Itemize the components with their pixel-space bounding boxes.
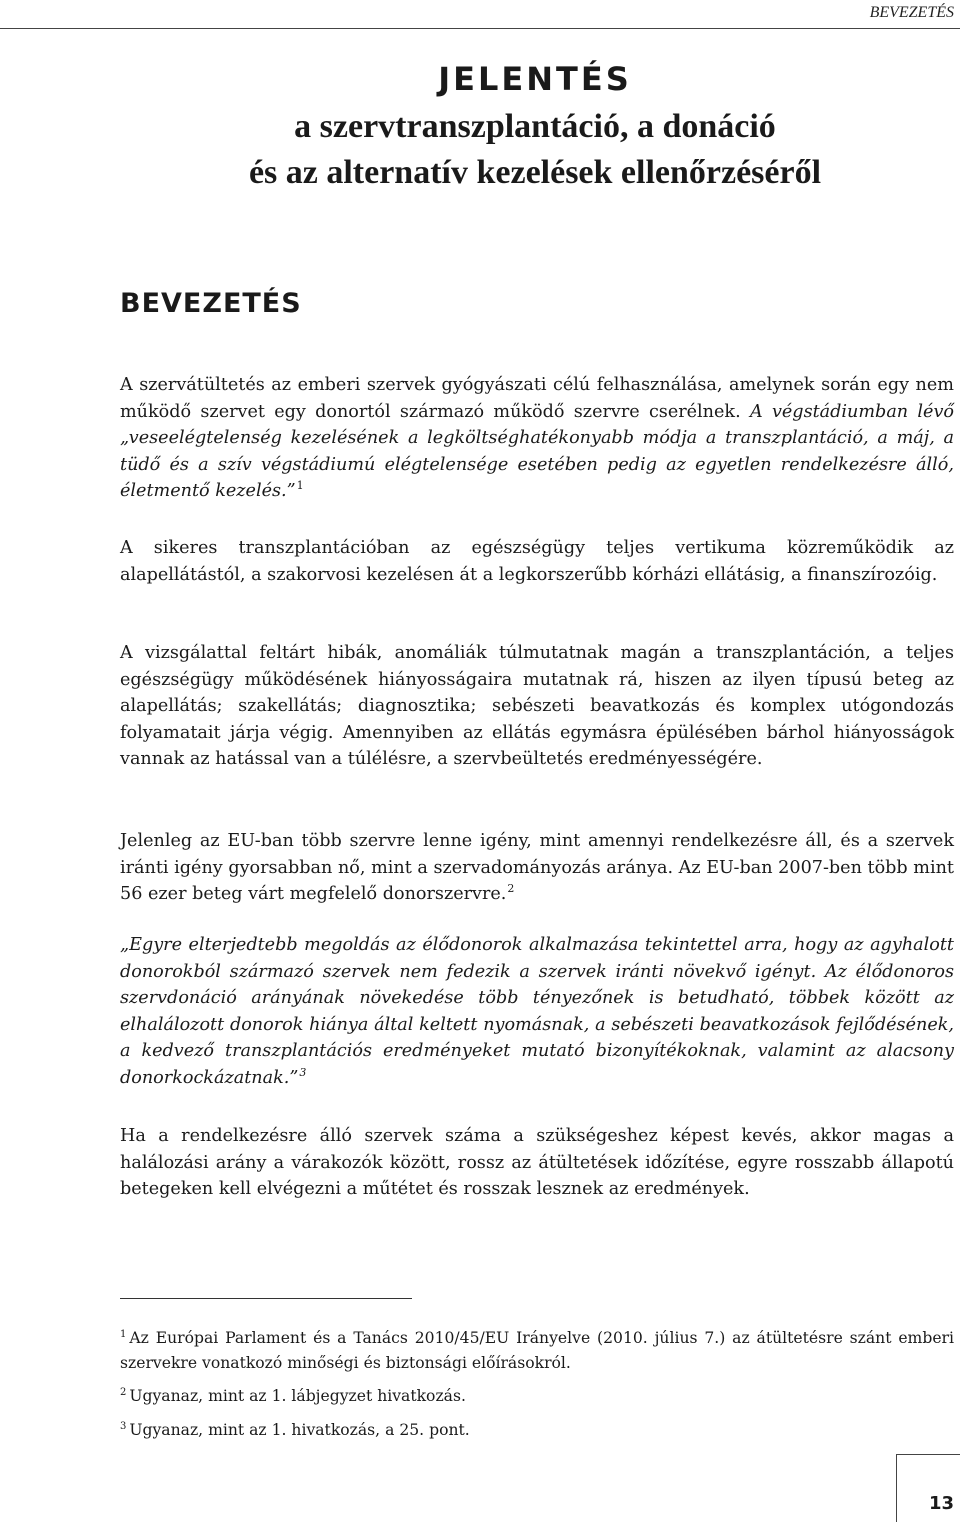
footnote-1-number: 1 <box>120 1328 127 1340</box>
report-label: JELENTÉS <box>438 60 632 98</box>
section-heading: BEVEZETÉS <box>120 288 302 319</box>
paragraph-4 <box>120 828 954 908</box>
paragraph-3: A vizsgálattal feltárt hibák, anomáliák túlmutatnak magán a transzplantáción, a teljes egészségügy működésének hiányosságaira mutatnak rá, hiszen az ilyen típusú beteg az alapellátás; szakellátás; diagnosztika; sebészeti beavatkozás és komplex utógondozás folyamatait járja végig. Amennyiben az ellátás egymásra épülésében bárhol hiányosságok vannak az hatással van a túlélésre, a szervbeültetés eredményességére. <box>120 643 954 769</box>
footnote-2-text: Ugyanaz, mint az 1. lábjegyzet hivatkozás. <box>129 1387 466 1405</box>
paragraph-5-quote <box>120 932 954 1091</box>
page-number-box <box>896 1454 960 1522</box>
subtitle-line-2: és az alternatív kezelések ellenőrzéséről <box>248 154 822 191</box>
paragraph-1 <box>120 372 954 505</box>
footnote-ref-2[interactable]: 2 <box>507 882 515 896</box>
running-head: BEVEZETÉS <box>869 4 954 21</box>
title-block <box>0 60 960 196</box>
page-number: 13 <box>928 1493 954 1514</box>
paragraph-2: A sikeres transzplantációban az egészségügy teljes vertikuma közreműködik az alapellátástól, a szakorvosi kezelésen át a legkorszerűbb kórházi ellátásig, a finanszírozóig. <box>120 538 954 585</box>
paragraph-6: Ha a rendelkezésre álló szervek száma a szükségeshez képest kevés, akkor magas a halálozási arány a várakozók között, rossz az átültetések időzítése, egyre rosszabb állapotú betegeken kell elvégezni a műtétet és rosszak lesznek az eredmények. <box>120 1126 954 1199</box>
footnote-3 <box>120 1418 954 1443</box>
footnote-3-text: Ugyanaz, mint az 1. hivatkozás, a 25. pont. <box>129 1421 470 1439</box>
footnote-3-number: 3 <box>120 1420 127 1432</box>
footnote-1 <box>120 1326 954 1376</box>
footnote-1-text: Az Európai Parlament és a Tanács 2010/45/EU Irányelve (2010. július 7.) az átültetésre szánt emberi szervekre vonatkozó minőségi és biztonsági előírásokról. <box>120 1329 954 1372</box>
paragraph-5-text: „Egyre elterjedtebb megoldás az élődonorok alkalmazása tekintettel arra, hogy az agyhalott donorokból származó szervek nem fedezik a szervek iránti növekvő igényt. Az élődonoros szervdonáció arányának növekedése több tényezőnek is betudható, többek között az elhalálozott donorok hiánya által keltett nyomásnak, a sebészeti beavatkozások fejlődésének, a kedvező transzplantációs eredményeket mutató bizonyítékoknak, valamint az alacsony donorkockázatnak.” <box>120 935 954 1088</box>
subtitle-line-1: a szervtranszplantáció, a donáció <box>294 108 776 145</box>
paragraph-1-text: A szervátültetés az emberi szervek gyógyászati célú felhasználása, amelynek során egy nem működő szervet egy donortól származó működő szervre cserélnek. <box>120 375 954 422</box>
footnote-2 <box>120 1384 954 1409</box>
header-rule <box>0 28 960 29</box>
footnote-separator <box>120 1298 412 1299</box>
paragraph-4-text: Jelenleg az EU-ban több szervre lenne igény, mint amennyi rendelkezésre áll, és a szervek iránti igény gyorsabban nő, mint a szervadományozás aránya. Az EU-ban 2007-ben több mint 56 ezer beteg várt megfelelő donorszervre. <box>120 831 954 904</box>
footnote-ref-1[interactable]: 1 <box>296 479 304 493</box>
report-subtitle <box>0 104 960 196</box>
footnote-2-number: 2 <box>120 1386 127 1398</box>
paragraph-1-quote: A végstádiumban lévő „veseelégtelenség kezelésének a legköltséghatékonyabb módja a transzplantáció, a máj, a tüdő és a szív végstádiumú elégtelensége esetében pedig az egyetlen rendelkezésre álló, életmentő kezelés.” <box>120 401 954 501</box>
footnote-ref-3[interactable]: 3 <box>299 1065 307 1079</box>
